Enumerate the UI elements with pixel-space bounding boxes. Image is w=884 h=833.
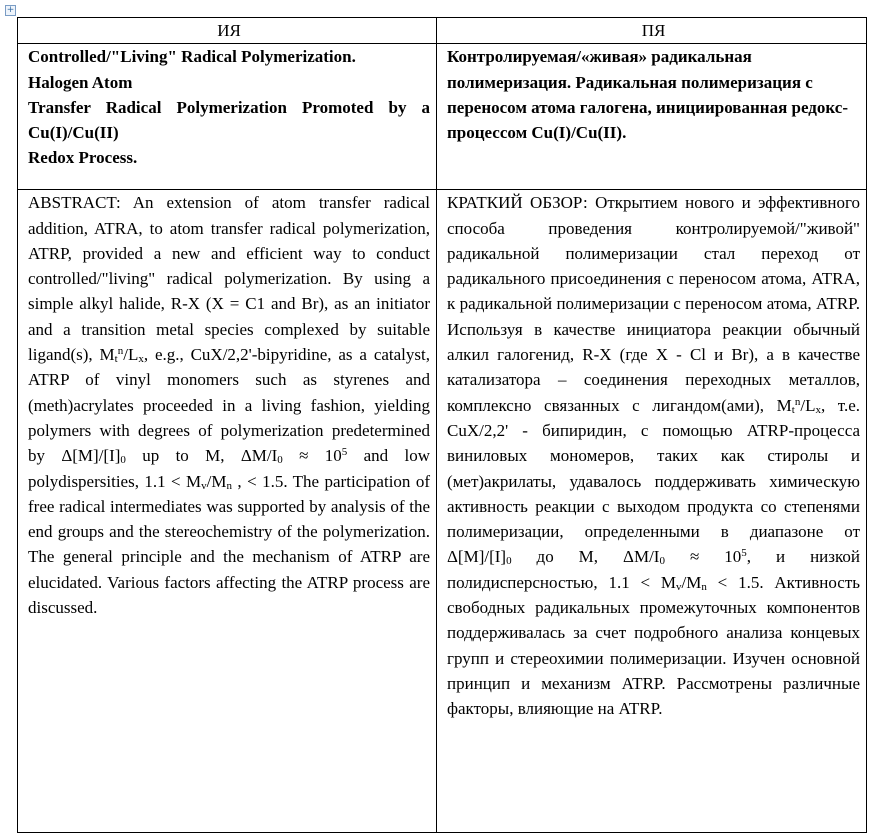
- title-en-line: Transfer Radical Polymerization Promoted by a Cu(I)/Cu(II): [28, 97, 430, 143]
- superscript: 5: [741, 547, 747, 560]
- abstract-ru-text: КРАТКИЙ ОБЗОР: Открытием нового и эффективного способа проведения контролируемой/"живой" радикальной полимеризации стал переход от радикального присоединения с переносом атома, ATRA, к радикальной полимеризации с переносом атома, ATRP. Используя в качестве инициатора реакции обычный алкил галогенид, R-X (где X - Cl и Br), а в качестве катализатора – соединения переходных металлов, комплексно связанных с лигандом(ами), M: [447, 193, 860, 415]
- subscript: n: [701, 580, 707, 593]
- subscript: v: [201, 479, 207, 492]
- title-en-cell: [18, 44, 437, 190]
- title-en-line: Controlled/"Living" Radical Polymerization.: [28, 47, 356, 67]
- subscript: v: [676, 580, 682, 593]
- abstract-en-text: up to M, ΔM/I: [125, 446, 278, 466]
- abstract-en-text: /L: [123, 345, 139, 365]
- abstract-en-text: and low polydispersities, 1.1 < M: [28, 446, 430, 491]
- subscript: 0: [120, 454, 126, 467]
- translation-table: [17, 17, 867, 833]
- subscript: 0: [506, 555, 512, 568]
- superscript: n: [794, 395, 801, 408]
- abstract-en-text: ABSTRACT: An extension of atom transfer radical addition, ATRA, to atom transfer radical polymerization, ATRP, provided a new and efficient way to conduct controlled/"living" radical polymerization. By using a simple alkyl halide, R-X (X = C1 and Br), as an initiator and a transition metal species complexed by suitable ligand(s), M: [28, 193, 430, 365]
- subscript: t: [114, 353, 118, 366]
- subscript: x: [138, 353, 144, 366]
- abstract-en-text: /M: [206, 471, 227, 491]
- superscript: n: [117, 345, 124, 358]
- table-move-handle[interactable]: +: [6, 5, 15, 15]
- abstract-en-text: ≈ 10: [282, 446, 342, 466]
- abstract-ru-text: до M, ΔM/I: [511, 547, 660, 567]
- abstract-en-text: , < 1.5. The participation of free radical intermediates was supported by analysis of the end groups and the stereochemistry of the polymerization. The general principle and the mechanism of ATRP are elucidated. Various factors affecting the ATRP process are discussed.: [28, 471, 430, 618]
- header-source-language: ИЯ: [18, 18, 437, 44]
- abstract-ru-text: , и низкой полидисперсностью, 1.1 < M: [447, 547, 860, 592]
- title-row: [18, 44, 867, 190]
- abstract-ru-text: < 1.5. Активность свободных радикальных промежуточных компонентов поддерживалась за счет подробного анализа концевых групп и стереохимии полимеризации. Изучен основной принцип и механизм ATRP. Рассмотрены различные факторы, влияющие на ATRP.: [447, 572, 861, 719]
- abstract-ru-text: , т.е. CuX/2,2' - бипиридин, с помощью ATRP-процесса виниловых мономеров, таких как стиролы и (мет)акрилаты, удавалось поддерживать химическую активность реакции с выходом продукта со степенями полимеризации, определенными в диапазоне от Δ[M]/[I]: [447, 395, 860, 567]
- abstract-ru-text: /L: [800, 395, 816, 415]
- title-en-line: Redox Process.: [28, 148, 138, 168]
- abstract-row: [18, 190, 867, 833]
- superscript: 5: [341, 446, 348, 459]
- abstract-en-cell: [18, 190, 437, 833]
- subscript: x: [815, 403, 821, 416]
- abstract-ru-text: ≈ 10: [664, 547, 742, 567]
- subscript: n: [226, 479, 232, 492]
- subscript: t: [791, 403, 795, 416]
- abstract-en-text: , e.g., CuX/2,2'-bipyridine, as a catalyst, ATRP of vinyl monomers such as styrenes and (meth)acrylates proceeded in a living fashion, yielding polymers with degrees of polymerization predetermined by Δ[M]/[I]: [28, 345, 430, 466]
- subscript: 0: [659, 555, 665, 568]
- abstract-ru-text: /M: [681, 572, 702, 592]
- abstract-ru-cell: [437, 190, 867, 833]
- title-en-line: Halogen Atom: [28, 72, 133, 92]
- header-target-language: ПЯ: [437, 18, 867, 44]
- subscript: 0: [277, 454, 283, 467]
- header-row: [18, 18, 867, 44]
- title-ru-cell: Контролируемая/«живая» радикальная полимеризация. Радикальная полимеризация с переносом атома галогена, инициированная редокс-процессом Cu(I)/Cu(II).: [437, 44, 867, 190]
